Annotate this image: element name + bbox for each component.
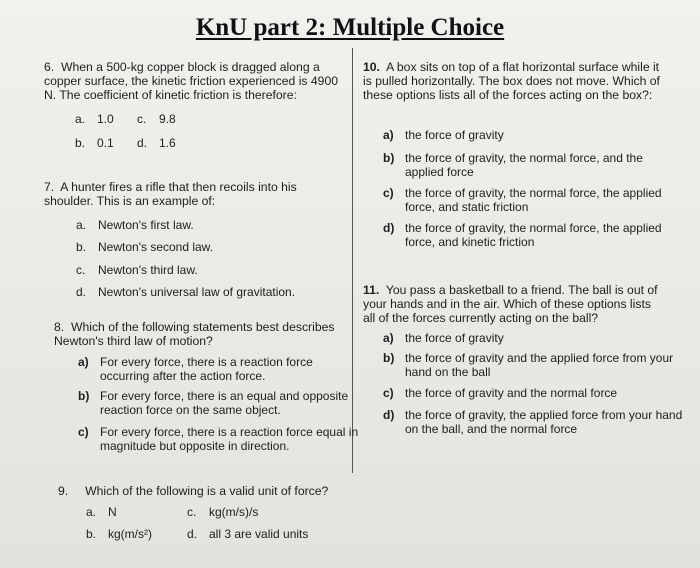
option-text: all 3 are valid units (209, 527, 309, 541)
question-11 (363, 283, 658, 325)
question-10-text: A box sits on top of a flat horizontal surface while it is pulled horizontally. The box does not move. Which of these options lists all of the forces acting on the box?: (363, 60, 660, 102)
option-letter: c. (137, 112, 147, 126)
option-letter: c) (383, 386, 394, 400)
option-text: For every force, there is a reaction force occurring after the action force. (100, 355, 313, 383)
option-text: the force of gravity (405, 128, 504, 142)
question-6-option-c[interactable] (137, 113, 176, 127)
option-letter: b. (76, 240, 87, 254)
option-letter: d) (383, 408, 395, 422)
option-letter: a) (383, 331, 394, 345)
option-text: N (108, 505, 117, 519)
option-text: Newton's second law. (98, 240, 214, 254)
question-9-option-c[interactable] (187, 506, 258, 520)
question-7 (44, 180, 334, 208)
question-7-number: 7. (44, 180, 55, 194)
option-letter: a) (383, 128, 394, 142)
question-6-text: When a 500-kg copper block is dragged along a copper surface, the kinetic friction experienced is 4900 N. The coefficient of kinetic friction is therefore: (44, 60, 339, 102)
question-10-option-b[interactable] (383, 152, 680, 179)
option-letter: a) (78, 355, 89, 369)
option-letter: a. (76, 218, 87, 232)
question-11-option-d[interactable] (383, 409, 690, 436)
option-letter: c. (187, 505, 197, 519)
option-text: kg(m/s)/s (209, 505, 259, 519)
question-10 (363, 60, 663, 102)
question-8-text: Which of the following statements best describes Newton's third law of motion? (54, 320, 335, 348)
option-text: the force of gravity (405, 331, 504, 345)
question-8-number: 8. (54, 320, 65, 334)
question-9-text: Which of the following is a valid unit of force? (85, 484, 329, 498)
option-letter: b. (86, 527, 97, 541)
question-6 (44, 60, 339, 102)
question-11-option-b[interactable] (383, 352, 690, 379)
question-11-option-a[interactable] (383, 332, 690, 346)
option-text: the force of gravity, the normal force, the applied force, and kinetic friction (405, 221, 662, 249)
question-7-option-b[interactable] (76, 241, 213, 255)
page-title: KnU part 2: Multiple Choice (195, 14, 505, 41)
option-text: For every force, there is a reaction force equal in magnitude but opposite in direction. (100, 425, 359, 453)
option-text: Newton's first law. (98, 218, 194, 232)
option-letter: b) (383, 151, 395, 165)
option-text: For every force, there is an equal and opposite reaction force on the same object. (100, 389, 349, 417)
question-11-text: You pass a basketball to a friend. The ball is out of your hands and in the air. Which of these options lists all of the forces currently acting on the ball? (363, 283, 658, 325)
question-7-option-c[interactable] (76, 264, 198, 278)
option-text: Newton's universal law of gravitation. (98, 285, 296, 299)
option-letter: a. (75, 112, 86, 126)
option-letter: b) (383, 351, 395, 365)
option-text: 0.1 (97, 136, 114, 150)
question-7-option-d[interactable] (76, 286, 295, 300)
question-10-option-c[interactable] (383, 187, 680, 214)
question-8-option-b[interactable] (78, 390, 370, 417)
question-9-option-b[interactable] (86, 528, 152, 542)
question-11-number: 11. (363, 283, 380, 297)
option-text: the force of gravity and the applied force from your hand on the ball (405, 351, 674, 379)
option-letter: c) (78, 425, 89, 439)
question-8-option-c[interactable] (78, 426, 368, 453)
question-7-option-a[interactable] (76, 219, 194, 233)
question-7-text: A hunter fires a rifle that then recoils into his shoulder. This is an example of: (44, 180, 297, 208)
question-8-option-a[interactable] (78, 356, 340, 383)
question-9 (58, 484, 348, 498)
question-8 (54, 320, 339, 348)
question-10-option-d[interactable] (383, 222, 680, 249)
question-6-option-a[interactable] (75, 113, 114, 127)
option-letter: a. (86, 505, 97, 519)
option-letter: d. (76, 285, 87, 299)
question-9-option-d[interactable] (187, 528, 308, 542)
option-text: 9.8 (159, 112, 176, 126)
option-letter: b) (78, 389, 90, 403)
option-letter: b. (75, 136, 86, 150)
question-6-option-d[interactable] (137, 137, 176, 151)
option-text: the force of gravity, the normal force, and the applied force (405, 151, 643, 179)
option-text: the force of gravity, the applied force from your hand on the ball, and the normal force (405, 408, 683, 436)
question-10-number: 10. (363, 60, 380, 74)
option-text: Newton's third law. (98, 263, 198, 277)
question-10-option-a[interactable] (383, 129, 680, 143)
option-text: the force of gravity and the normal force (405, 386, 618, 400)
option-text: 1.0 (97, 112, 114, 126)
question-6-number: 6. (44, 60, 55, 74)
option-text: the force of gravity, the normal force, the applied force, and static friction (405, 186, 662, 214)
option-text: 1.6 (159, 136, 176, 150)
option-text: kg(m/s²) (108, 527, 152, 541)
question-6-option-b[interactable] (75, 137, 114, 151)
option-letter: c) (383, 186, 394, 200)
question-9-option-a[interactable] (86, 506, 117, 520)
option-letter: d. (187, 527, 198, 541)
option-letter: d. (137, 136, 148, 150)
option-letter: c. (76, 263, 86, 277)
question-9-number: 9. (58, 484, 69, 498)
option-letter: d) (383, 221, 395, 235)
question-11-option-c[interactable] (383, 387, 690, 401)
